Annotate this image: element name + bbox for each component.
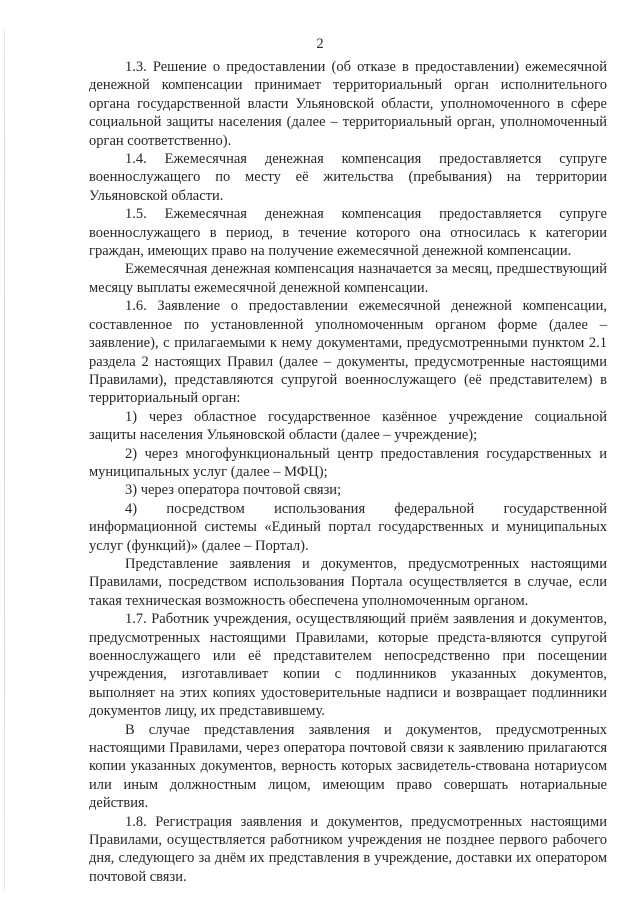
page-number: 2 — [316, 36, 324, 52]
paragraph-1-5: 1.5. Ежемесячная денежная компенсация предоставляется супруге военнослужащего в период, в течение которого она относилась к категории граждан, имеющих право на получение ежемесячной денежной компенсации. — [89, 206, 607, 260]
paragraph-1-4: 1.4. Ежемесячная денежная компенсация предоставляется супруге военнослужащего по месту её жительства (пребывания) на территории Ульяновской области. — [89, 151, 607, 204]
list-item-2: 2) через многофункциональный центр предоставления государственных и муниципальных услуг (далее – МФЦ); — [89, 445, 607, 480]
list-item-3: 3) через оператора почтовой связи; — [125, 482, 342, 499]
scan-edge-shadow — [4, 30, 5, 890]
paragraph-monthly-assignment: Ежемесячная денежная компенсация назначается за месяц, предшествующий месяцу выплаты ежемесячной денежной компенсации. — [89, 261, 607, 296]
list-item-4: 4) посредством использования федеральной государственной информационной системы «Единый портал государственных и муниципальных услуг (функций)» (далее – Портал). — [89, 500, 607, 554]
paragraph-postal-copies: В случае представления заявления и документов, предусмотренных настоящими Правилами, через оператора почтовой связи к заявлению прилагаются копии указанных документов, верность которых засвидетель-ствована нотариусом или иным должностным лицом, имеющим право совершать нотариальные действия. — [89, 721, 607, 812]
document-body — [89, 58, 607, 886]
list-item-1: 1) через областное государственное казённое учреждение социальной защиты населения Ульяновской области (далее – учреждение); — [89, 408, 607, 444]
paragraph-1-8: 1.8. Регистрация заявления и документов, предусмотренных настоящими Правилами, осуществляется работником учреждения не позднее первого рабочего дня, следующего за днём их представления в учреждение, доставки их оператором почтовой связи. — [89, 813, 607, 885]
paragraph-1-6: 1.6. Заявление о предоставлении ежемесячной денежной компенсации, составленное по установленной уполномоченным органом форме (далее – заявление), с прилагаемыми к нему документами, предусмотренными пунктом 2.1 раздела 2 настоящих Правил (далее – документы, предусмотренные настоящими Правилами), представляются супругой военнослужащего (её представителем) в территориальный орган: — [89, 298, 607, 407]
paragraph-portal-submission: Представление заявления и документов, предусмотренных настоящими Правилами, посредством использования Портала осуществляется в случае, если такая техническая возможность обеспечена уполномоченным органом. — [89, 555, 607, 609]
paragraph-1-3: 1.3. Решение о предоставлении (об отказе в предоставлении) ежемесячной денежной компенсации принимает территориальный орган исполнительного органа государственной власти Ульяновской области, уполномоченного в сфере социальной защиты населения (далее – территориальный орган, уполномоченный орган соответственно). — [89, 59, 607, 149]
paragraph-1-7: 1.7. Работник учреждения, осуществляющий приём заявления и документов, предусмотренных настоящими Правилами, которые предста-вляются супругой военнослужащего или её представителем непосредственно при посещении учреждения, изготавливает копии с подлинников указанных документов, выполняет на этих копиях удостоверительные надписи и возвращает подлинники документов лицу, их представившему. — [89, 611, 607, 720]
